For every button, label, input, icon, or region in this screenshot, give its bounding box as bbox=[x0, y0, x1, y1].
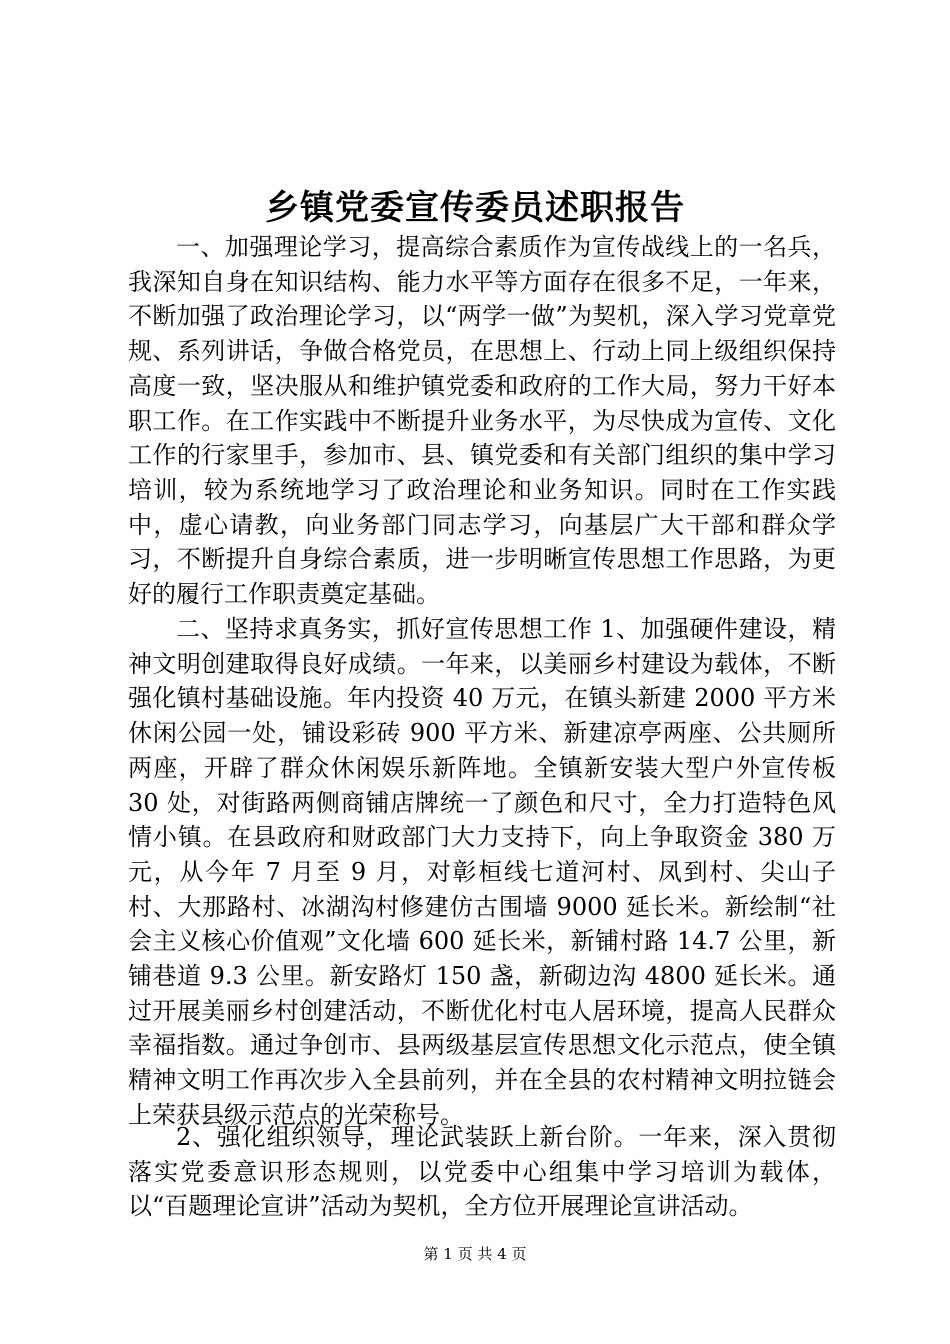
paragraph-organization-leadership: 2、强化组织领导，理论武装跃上新台阶。一年来，深入贯彻落实党委意识形态规则，以党委中心组集中学习培训为载体，以“百题理论宣讲”活动为契机，全方位开展理论宣讲活动。 bbox=[128, 1123, 836, 1221]
paragraph-propaganda-work: 二、坚持求真务实，抓好宣传思想工作 1、加强硬件建设，精神文明创建取得良好成绩。一年来，以美丽乡村建设为载体，不断强化镇村基础设施。年内投资 40 万元，在镇头新建 2000 平方米休闲公园一处，铺设彩砖 900 平方米、新建凉亭两座、公共厕所两座，开辟了群众休闲娱乐新阵地。全镇新安装大型户外宣传板 30 处，对街路两侧商铺店牌统一了颜色和尺寸，全力打造特色风情小镇。在县政府和财政部门大力支持下，向上争取资金 380 万元，从今年 7 月至 9 月，对彰桓线七道河村、凤到村、尖山子村、大那路村、冰湖沟村修建仿古围墙 9000 延长米。新绘制“社会主义核心价值观”文化墙 600 延长米，新铺村路 14.7 公里，新铺巷道 9.3 公里。新安路灯 150 盏，新砌边沟 4800 延长米。通过开展美丽乡村创建活动，不断优化村屯人居环境，提高人民群众幸福指数。通过争创市、县两级基层宣传思想文化示范点，使全镇精神文明工作再次步入全县前列，并在全县的农村精神文明拉链会上荣获县级示范点的光荣称号。 bbox=[128, 615, 836, 1129]
paragraph-theory-study: 一、加强理论学习，提高综合素质作为宣传战线上的一名兵，我深知自身在知识结构、能力水平等方面存在很多不足，一年来，不断加强了政治理论学习，以“两学一做”为契机，深入学习党章党规、系列讲话，争做合格党员，在思想上、行动上同上级组织保持高度一致，坚决服从和维护镇党委和政府的工作大局，努力干好本职工作。在工作实践中不断提升业务水平，为尽快成为宣传、文化工作的行家里手，参加市、县、镇党委和有关部门组织的集中学习培训，较为系统地学习了政治理论和业务知识。同时在工作实践中，虚心请教，向业务部门同志学习，向基层广大干部和群众学习，不断提升自身综合素质，进一步明晰宣传思想工作思路，为更好的履行工作职责奠定基础。 bbox=[128, 233, 836, 609]
page-number-footer: 第 1 页 共 4 页 bbox=[423, 1245, 527, 1263]
document-title: 乡镇党委宣传委员述职报告 bbox=[265, 188, 685, 228]
